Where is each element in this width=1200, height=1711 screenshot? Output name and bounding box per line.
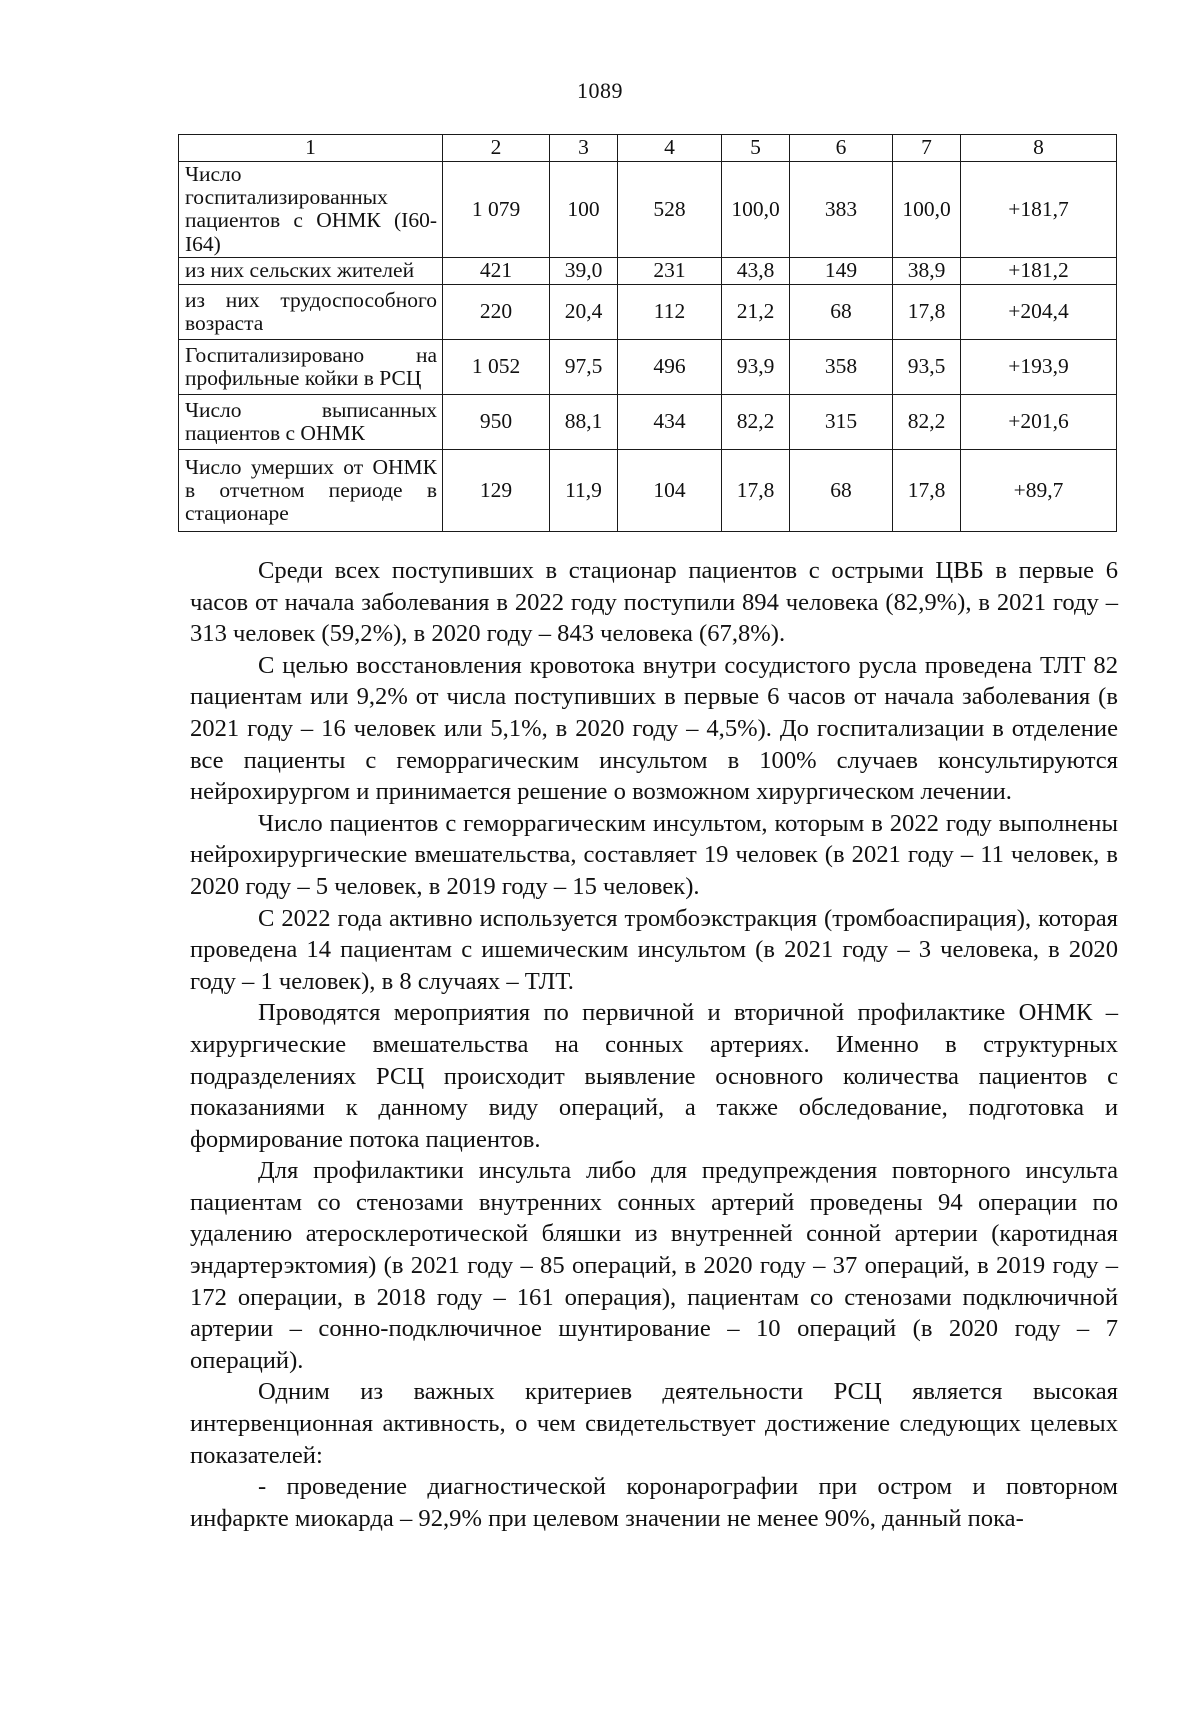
table-cell: 20,4 (550, 284, 618, 339)
row-label: Госпитализировано на профильные койки в РСЦ (179, 339, 443, 394)
table-cell: 68 (790, 284, 893, 339)
column-header: 1 (179, 135, 443, 162)
table-cell: 1 079 (443, 162, 550, 258)
row-label: из них сельских жителей (179, 257, 443, 284)
body-text (190, 555, 1118, 1534)
page-number: 1089 (577, 78, 623, 103)
paragraph: Проводятся мероприятия по первичной и вторичной профилактике ОНМК – хирургические вмешательства на сонных артериях. Именно в структурных подразделениях РСЦ происходит выявление основного количества пациентов с показаниями к данному виду операций, а также обследование, подготовка и формирование потока пациентов. (190, 999, 1118, 1153)
table-row (179, 339, 1117, 394)
column-header: 6 (790, 135, 893, 162)
table-cell: 434 (618, 394, 722, 449)
row-label: Число умерших от ОНМК в отчетном периоде в стационаре (179, 449, 443, 531)
table-cell: 1 052 (443, 339, 550, 394)
column-header: 5 (722, 135, 790, 162)
paragraph: Одним из важных критериев деятельности РСЦ является высокая интервенционная активность, о чем свидетельствует достижение следующих целевых показателей: (190, 1378, 1118, 1469)
statistics-table (178, 134, 1117, 532)
table-header-row (179, 135, 1117, 162)
paragraph: Среди всех поступивших в стационар пациентов с острыми ЦВБ в первые 6 часов от начала заболевания в 2022 году поступили 894 человека (82,9%), в 2021 году – 313 человек (59,2%), в 2020 году – 843 человека (67,8%). (190, 557, 1118, 648)
table-cell: 220 (443, 284, 550, 339)
paragraph: - проведение диагностической коронарографии при остром и повторном инфаркте миокарда – 92,9% при целевом значении не менее 90%, данный пока- (190, 1473, 1118, 1532)
table-cell: 82,2 (722, 394, 790, 449)
table-cell: 112 (618, 284, 722, 339)
table-cell: 97,5 (550, 339, 618, 394)
table-cell: 68 (790, 449, 893, 531)
table-cell: 17,8 (722, 449, 790, 531)
table-cell: +193,9 (961, 339, 1117, 394)
table-cell: 93,5 (893, 339, 961, 394)
paragraph: Для профилактики инсульта либо для предупреждения повторного инсульта пациентам со стенозами внутренних сонных артерий проведены 94 операции по удалению атеросклеротической бляшки из внутренней сонной артерии (каротидная эндартерэктомия) (в 2021 году – 85 операций, в 2020 году – 37 операций, в 2019 году – 172 операции, в 2018 году – 161 операция), пациентам со стенозами подключичной артерии – сонно-подключичное шунтирование – 10 операций (в 2020 году – 7 операций). (190, 1157, 1118, 1374)
table-cell: 149 (790, 257, 893, 284)
paragraph: С целью восстановления кровотока внутри сосудистого русла проведена ТЛТ 82 пациентам или 9,2% от числа поступивших в первые 6 часов от начала заболевания (в 2021 году – 16 человек или 5,1%, в 2020 году – 4,5%). До госпитализации в отделение все пациенты с геморрагическим инсультом в 100% случаев консультируются нейрохирургом и принимается решение о возможном хирургическом лечении. (190, 651, 1118, 806)
table-cell: 100 (550, 162, 618, 258)
table-cell: 528 (618, 162, 722, 258)
row-label: Число выписанных пациентов с ОНМК (179, 394, 443, 449)
table-cell: 496 (618, 339, 722, 394)
table-row (179, 257, 1117, 284)
table-cell: 231 (618, 257, 722, 284)
table-cell: 93,9 (722, 339, 790, 394)
row-label: Число госпитализированных пациентов с ОНМК (I60-I64) (179, 162, 443, 258)
table-cell: 358 (790, 339, 893, 394)
column-header: 4 (618, 135, 722, 162)
table-row (179, 284, 1117, 339)
column-header: 2 (443, 135, 550, 162)
table-cell: 82,2 (893, 394, 961, 449)
table-cell: +89,7 (961, 449, 1117, 531)
table-cell: 383 (790, 162, 893, 258)
table-cell: 104 (618, 449, 722, 531)
paragraph: С 2022 года активно используется тромбоэкстракция (тромбоаспирация), которая проведена 14 пациентам с ишемическим инсультом (в 2021 году – 3 человека, в 2020 году – 1 человек), в 8 случаях – ТЛТ. (190, 904, 1118, 995)
column-header: 8 (961, 135, 1117, 162)
table-cell: 129 (443, 449, 550, 531)
row-label: из них трудоспособного возраста (179, 284, 443, 339)
table-row (179, 449, 1117, 531)
table-cell: 11,9 (550, 449, 618, 531)
table-cell: 100,0 (893, 162, 961, 258)
table-cell: 88,1 (550, 394, 618, 449)
table-cell: 38,9 (893, 257, 961, 284)
table-cell: 17,8 (893, 449, 961, 531)
column-header: 3 (550, 135, 618, 162)
table-row (179, 394, 1117, 449)
paragraph: Число пациентов с геморрагическим инсультом, которым в 2022 году выполнены нейрохирургические вмешательства, составляет 19 человек (в 2021 году – 11 человек, в 2020 году – 5 человек, в 2019 году – 15 человек). (190, 809, 1118, 900)
table-cell: 421 (443, 257, 550, 284)
table-cell: 21,2 (722, 284, 790, 339)
table-cell: 39,0 (550, 257, 618, 284)
table-cell: +204,4 (961, 284, 1117, 339)
table-cell: 315 (790, 394, 893, 449)
table-cell: 950 (443, 394, 550, 449)
table-cell: +181,7 (961, 162, 1117, 258)
table-cell: 100,0 (722, 162, 790, 258)
table-cell: +181,2 (961, 257, 1117, 284)
table-cell: 17,8 (893, 284, 961, 339)
table-row (179, 162, 1117, 258)
column-header: 7 (893, 135, 961, 162)
table-cell: 43,8 (722, 257, 790, 284)
table-cell: +201,6 (961, 394, 1117, 449)
